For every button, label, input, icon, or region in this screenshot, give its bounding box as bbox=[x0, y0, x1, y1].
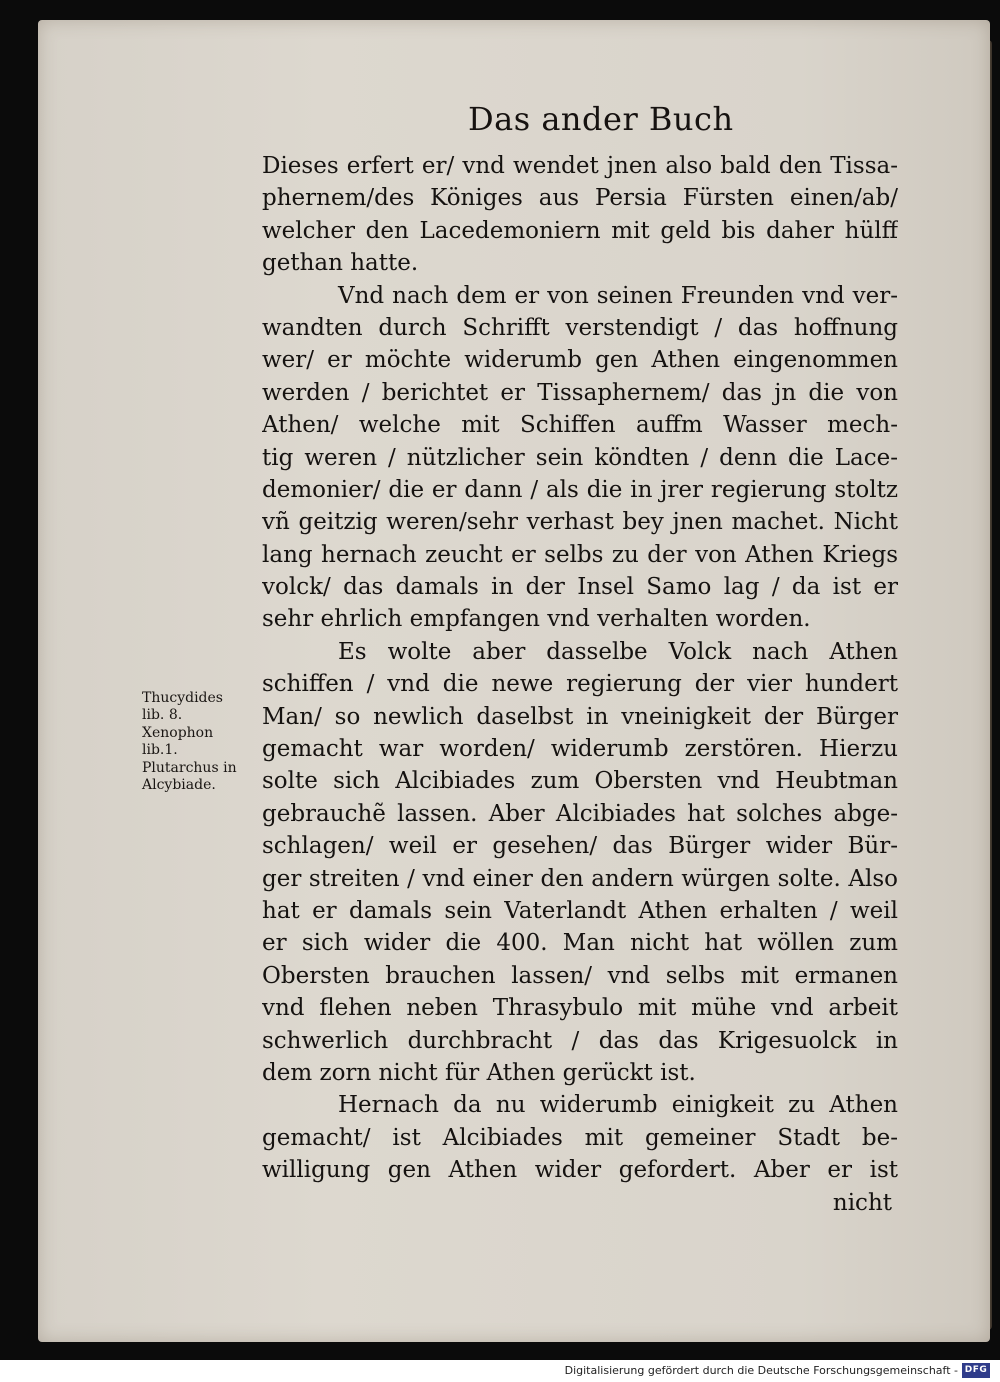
marginal-note-line: Xenophon bbox=[142, 724, 214, 741]
text-line: welcher den Lacedemoniern mit geld bis daher hülff bbox=[262, 217, 898, 244]
catchword: nicht bbox=[832, 1189, 892, 1216]
running-head: Das ander Buch bbox=[468, 100, 734, 138]
text-line: werden / berichtet er Tissaphernem/ das jn die von bbox=[262, 379, 898, 406]
text-line: phernem/des Königes aus Persia Fürsten einen/ab/ bbox=[262, 185, 898, 212]
footer-credit: Digitalisierung gefördert durch die Deutsche Forschungsgemeinschaft - bbox=[564, 1364, 958, 1377]
text-line: gemacht war worden/ widerumb zerstören. Hierzu bbox=[262, 736, 898, 763]
text-line: demonier/ die er dann / als die in jrer regierung stoltz bbox=[262, 476, 898, 503]
text-line: schwerlich durchbracht / das das Krigesuolck in bbox=[262, 1027, 898, 1054]
text-line: solte sich Alcibiades zum Obersten vnd Heubtman bbox=[262, 768, 898, 795]
marginal-note-line: Thucydides bbox=[142, 690, 223, 706]
text-line: lang hernach zeucht er selbs zu der von Athen Kriegs bbox=[262, 541, 898, 568]
text-line: schiffen / vnd die newe regierung der vier hundert bbox=[262, 671, 898, 698]
text-line: Man/ so newlich daselbst in vneinigkeit der Bürger bbox=[262, 703, 898, 730]
text-line: Es wolte aber dasselbe Volck nach Athen bbox=[338, 638, 898, 665]
text-line: Dieses erfert er/ vnd wendet jnen also bald den Tissa- bbox=[262, 153, 898, 179]
text-line: volck/ das damals in der Insel Samo lag / da ist er bbox=[262, 574, 898, 601]
footer-bar bbox=[0, 1360, 1000, 1382]
text-line: tig weren / nützlicher sein köndten / denn die Lace- bbox=[262, 444, 898, 471]
text-line: hat er damals sein Vaterlandt Athen erhalten / weil bbox=[262, 897, 898, 924]
text-line: er sich wider die 400. Man nicht hat wöllen zum bbox=[262, 930, 898, 957]
marginal-note-line: lib. 8. bbox=[142, 707, 183, 724]
text-line: schlagen/ weil er gesehen/ das Bürger wider Bür- bbox=[262, 833, 898, 860]
text-line: willigung gen Athen wider gefordert. Aber er ist bbox=[262, 1157, 898, 1184]
main-text-block bbox=[262, 150, 898, 1219]
text-line: vnd flehen neben Thrasybulo mit mühe vnd arbeit bbox=[262, 995, 898, 1022]
text-line: wandten durch Schrifft verstendigt / das hoffnung bbox=[262, 314, 898, 341]
text-line: wer/ er möchte widerumb gen Athen eingenommen bbox=[262, 347, 898, 374]
text-line: gethan hatte. bbox=[262, 250, 419, 277]
marginal-note-line: Alcybiade. bbox=[142, 776, 216, 793]
text-line: Athen/ welche mit Schiffen auffm Wasser mech- bbox=[262, 412, 898, 439]
text-line: Obersten brauchen lassen/ vnd selbs mit ermanen bbox=[262, 962, 898, 989]
text-line: Vnd nach dem er von seinen Freunden vnd ver- bbox=[338, 282, 898, 309]
text-line: ger streiten / vnd einer den andern würgen solte. Also bbox=[262, 865, 898, 892]
text-line: gemacht/ ist Alcibiades mit gemeiner Stadt be- bbox=[262, 1124, 898, 1151]
text-line: Hernach da nu widerumb einigkeit zu Athen bbox=[338, 1092, 898, 1119]
marginal-note-line: Plutarchus in bbox=[142, 759, 237, 776]
text-line: gebrauchẽ lassen. Aber Alcibiades hat solches abge- bbox=[262, 800, 898, 827]
text-line: dem zorn nicht für Athen gerückt ist. bbox=[262, 1059, 696, 1086]
text-line: sehr ehrlich empfangen vnd verhalten worden. bbox=[262, 606, 811, 633]
text-line: vñ geitzig weren/sehr verhast bey jnen machet. Nicht bbox=[262, 509, 898, 536]
marginal-note-line: lib.1. bbox=[142, 742, 178, 759]
marginal-note bbox=[142, 690, 262, 794]
dfg-logo-icon: DFG bbox=[962, 1363, 990, 1378]
